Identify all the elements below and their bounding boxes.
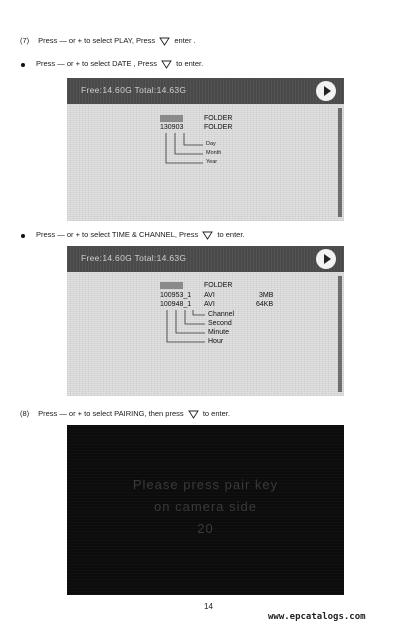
instruction-text-end: to enter. [176, 59, 204, 68]
step-8-instruction [20, 409, 230, 419]
instruction-text-end: to enter. [217, 230, 245, 239]
file-name: 130903 [160, 124, 184, 131]
hour-label: Hour [208, 338, 224, 345]
storage-info: Free:14.60G Total:14.63G [81, 85, 187, 95]
date-folder-screen [67, 78, 344, 221]
step-text: Press — or + to select PLAY, Press [38, 36, 156, 45]
file-type: FOLDER [204, 115, 233, 122]
bullet-dot [21, 234, 25, 238]
instruction-text: Press — or + to select TIME & CHANNEL, Press [36, 230, 199, 239]
date-instruction [36, 59, 203, 69]
bullet-dot [21, 63, 25, 67]
file-name-highlighted: 130903 [160, 282, 184, 289]
file-type: FOLDER [204, 124, 233, 131]
pairing-message-line-1: Please press pair key [132, 477, 279, 492]
step-text-end: to enter. [202, 409, 230, 418]
file-name-highlighted: 130903 [160, 115, 184, 122]
time-connector-lines [67, 246, 344, 396]
step-text: Press — or + to select PAIRING, then press [38, 409, 184, 418]
file-list-screen [67, 246, 344, 396]
file-type: AVI [204, 301, 215, 308]
down-triangle-icon [188, 410, 199, 419]
file-type: AVI [204, 292, 215, 299]
month-label: Month [206, 150, 222, 156]
file-size: 3MB [259, 292, 274, 299]
down-triangle-icon [161, 60, 172, 69]
down-triangle-icon [202, 231, 213, 240]
step-text-end: enter . [174, 36, 196, 45]
pairing-countdown: 20 [197, 521, 214, 536]
file-type: FOLDER [204, 282, 233, 289]
day-label: Day [206, 141, 216, 147]
page-number: 14 [204, 602, 213, 611]
pairing-screen [67, 425, 344, 595]
channel-label: Channel [208, 311, 235, 318]
minute-label: Minute [208, 329, 230, 336]
watermark: www.epcatalogs.com [268, 612, 366, 622]
instruction-text: Press — or + to select DATE , Press [36, 59, 157, 68]
time-channel-instruction [36, 230, 245, 240]
step-number: (7) [20, 36, 30, 45]
step-number: (8) [20, 409, 30, 418]
pairing-message-line-2: on camera side [154, 499, 257, 514]
step-7-instruction [20, 36, 196, 46]
year-label: Year [206, 159, 218, 165]
storage-info: Free:14.60G Total:14.63G [81, 253, 187, 263]
down-triangle-icon [159, 37, 170, 46]
second-label: Second [208, 320, 232, 327]
file-name: 100953_1 [160, 292, 192, 299]
file-name: 100948_1 [160, 301, 192, 308]
file-size: 64KB [256, 301, 274, 308]
